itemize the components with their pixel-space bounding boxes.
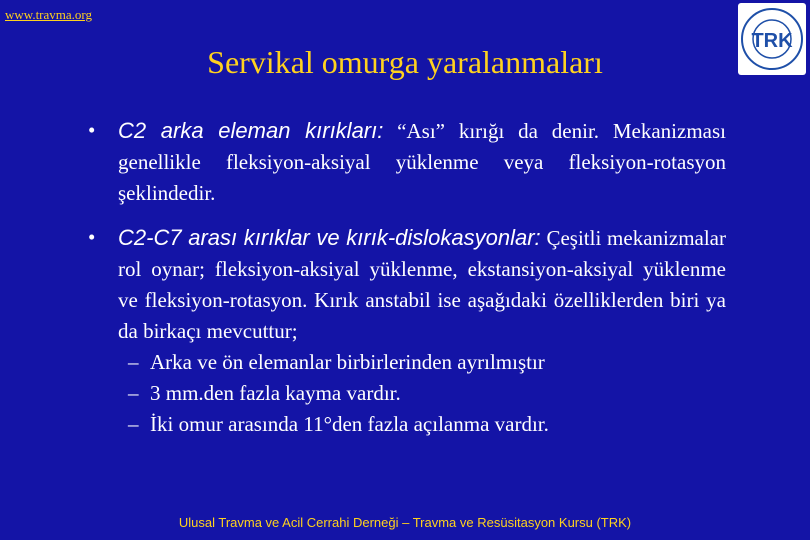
logo-text: TRK: [751, 30, 793, 52]
sub-item: [128, 347, 726, 378]
bullet-text: Çeşitli mekanizmalar rol oynar; fleksiyon-aksiyal yüklenme, ekstansiyon-aksiyal yüklenme ve fleksiyon-rotasyon. Kırık anstabil ise aşağıdaki özelliklerden biri ya da birkaçı mevcuttur;: [118, 226, 726, 343]
bullet-lead: C2 arka eleman kırıkları:: [118, 118, 384, 143]
sub-item-text: Arka ve ön elemanlar birbirlerinden ayrılmıştır: [150, 350, 545, 374]
bullet-item: [88, 222, 726, 440]
bullet-marker: •: [88, 225, 96, 249]
sub-item-text: 3 mm.den fazla kayma vardır.: [150, 381, 401, 405]
sub-item: [128, 378, 726, 409]
sub-item: [128, 409, 726, 440]
bullet-marker: •: [88, 118, 96, 142]
sub-item-marker: –: [128, 412, 139, 436]
page-title: Servikal omurga yaralanmaları: [207, 44, 603, 80]
bullet-item: [88, 115, 726, 209]
sub-item-marker: –: [128, 350, 139, 374]
slide-content: [88, 115, 726, 440]
sub-list: [118, 347, 726, 440]
bullet-text: “Ası” kırığı da denir. Mekanizması genellikle fleksiyon-aksiyal yüklenme veya fleksiyon-rotasyon şeklindedir.: [118, 119, 726, 205]
bullet-lead: C2-C7 arası kırıklar ve kırık-dislokasyonlar:: [118, 225, 541, 250]
footer-text: Ulusal Travma ve Acil Cerrahi Derneği – Travma ve Resüsitasyon Kursu (TRK): [178, 515, 632, 530]
sub-item-text: İki omur arasında 11°den fazla açılanma vardır.: [150, 412, 549, 436]
site-link[interactable]: www.travma.org: [5, 7, 93, 22]
sub-item-marker: –: [128, 381, 139, 405]
